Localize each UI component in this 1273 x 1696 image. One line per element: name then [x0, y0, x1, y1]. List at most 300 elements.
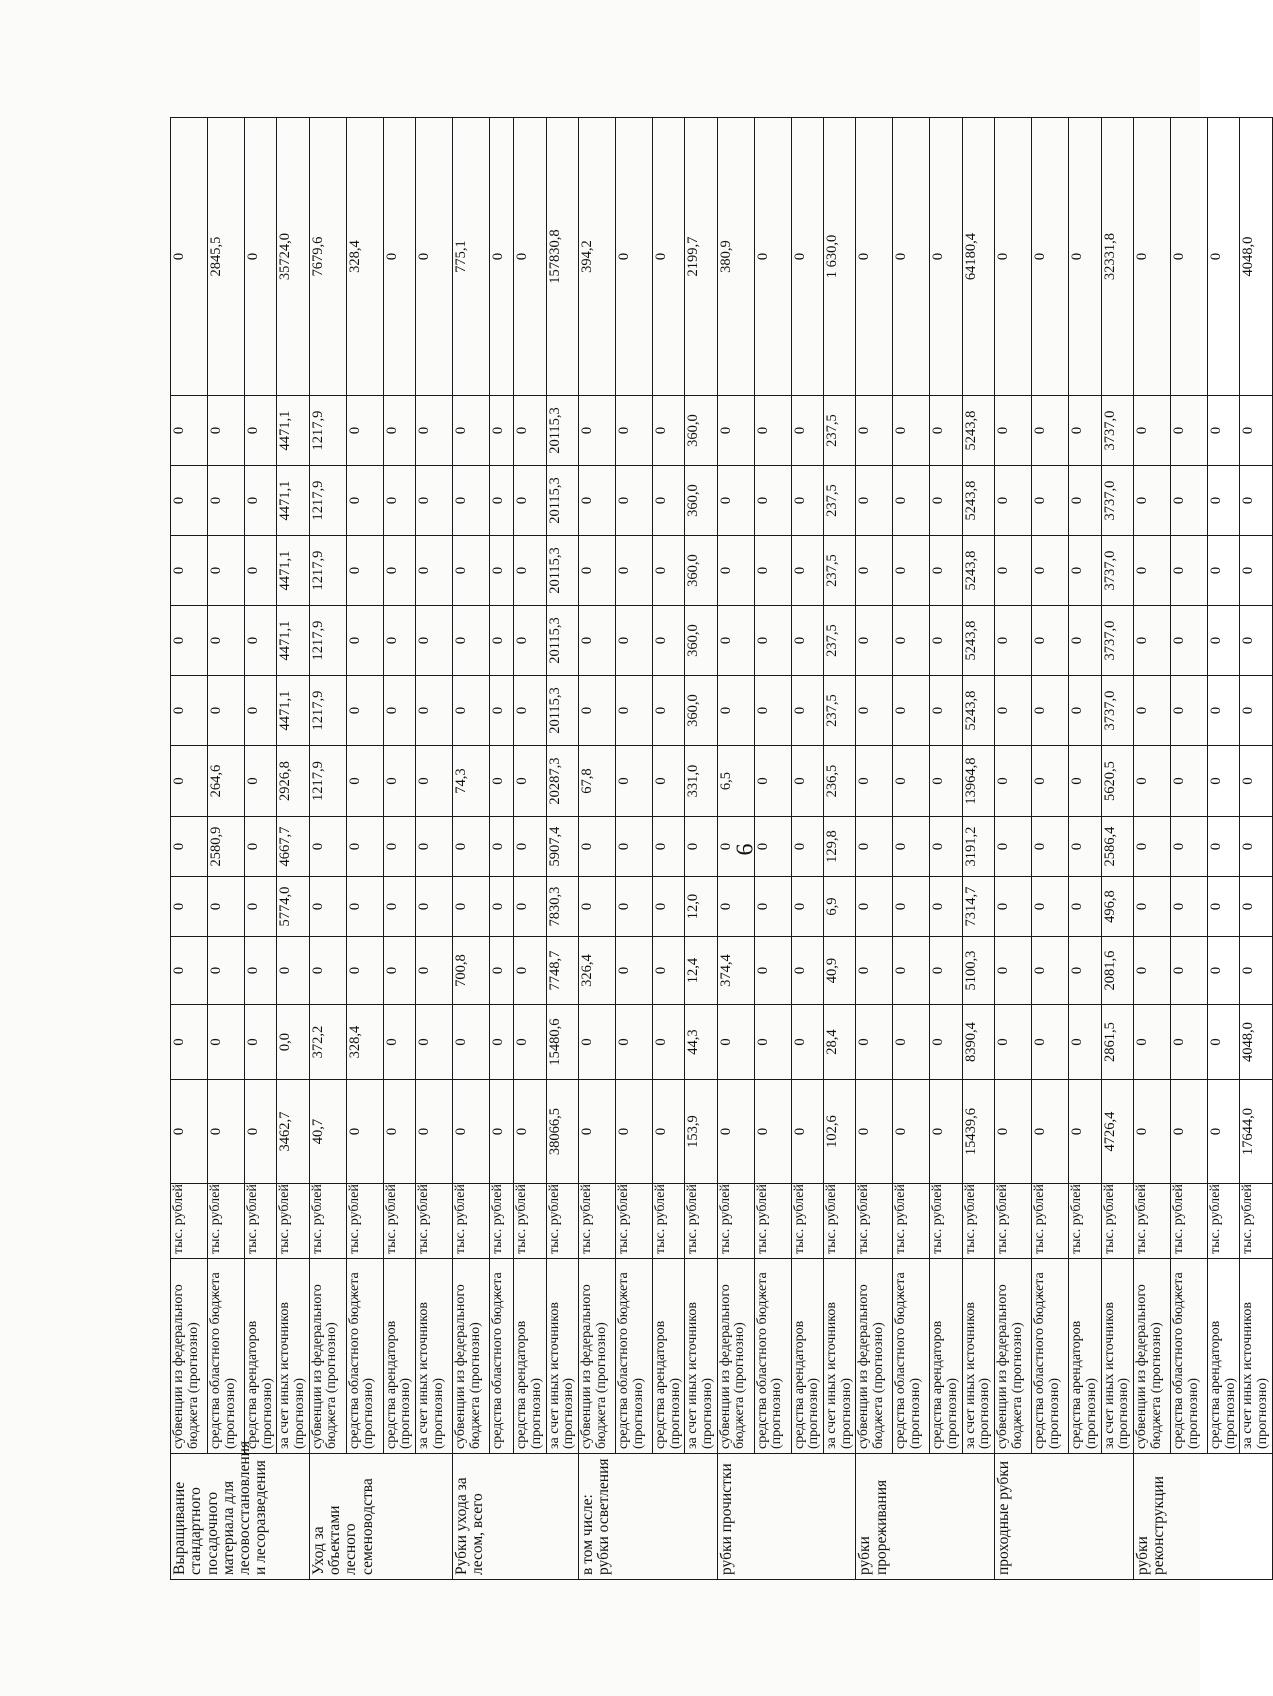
unit-cell: тыс. рублей	[416, 1184, 453, 1259]
value-cell: 0	[453, 536, 490, 606]
table-row	[383, 118, 415, 1580]
value-cell: 0	[893, 1080, 930, 1184]
unit-cell: тыс. рублей	[383, 1184, 415, 1259]
funding-source-cell: средства арендаторов (прогнозно)	[652, 1259, 684, 1454]
value-cell: 0	[383, 746, 415, 817]
value-cell: 0	[490, 606, 514, 676]
value-cell: 0	[1069, 937, 1101, 1005]
value-cell: 0	[1069, 817, 1101, 877]
value-cell: 0	[615, 817, 652, 877]
total-value-cell: 0	[1207, 118, 1239, 396]
value-cell: 0	[1207, 536, 1239, 606]
value-cell: 0	[1069, 536, 1101, 606]
total-value-cell: 35724,0	[277, 118, 309, 396]
total-value-cell: 0	[490, 118, 514, 396]
unit-cell: тыс. рублей	[930, 1184, 962, 1259]
value-cell: 0	[578, 877, 615, 937]
table-row	[1170, 118, 1207, 1580]
page-number: 6	[732, 843, 759, 856]
table-row	[1069, 118, 1101, 1580]
value-cell: 237,5	[824, 536, 856, 606]
value-cell: 0	[1133, 676, 1170, 746]
value-cell: 0	[1240, 817, 1272, 877]
total-value-cell: 328,4	[346, 118, 383, 396]
value-cell: 0	[208, 1080, 245, 1184]
value-cell: 20115,3	[546, 676, 578, 746]
value-cell: 0	[514, 937, 546, 1005]
value-cell: 0,0	[277, 1005, 309, 1080]
value-cell: 0	[245, 817, 277, 877]
value-cell: 360,0	[685, 466, 717, 536]
funding-source-cell: средства областного бюджета (прогнозно)	[754, 1259, 791, 1454]
value-cell: 0	[208, 606, 245, 676]
value-cell: 0	[309, 877, 346, 937]
value-cell: 360,0	[685, 676, 717, 746]
value-cell: 5243,8	[962, 676, 994, 746]
value-cell: 0	[383, 466, 415, 536]
value-cell: 0	[1069, 1080, 1101, 1184]
value-cell: 0	[1240, 536, 1272, 606]
value-cell: 0	[1207, 606, 1239, 676]
value-cell: 0	[1170, 606, 1207, 676]
value-cell: 7314,7	[962, 877, 994, 937]
value-cell: 5243,8	[962, 606, 994, 676]
value-cell: 0	[514, 1005, 546, 1080]
activity-cell: Уход за объектами лесного семеноводства	[309, 1454, 452, 1580]
value-cell: 0	[1207, 676, 1239, 746]
value-cell: 20115,3	[546, 606, 578, 676]
value-cell: 0	[490, 746, 514, 817]
unit-cell: тыс. рублей	[791, 1184, 823, 1259]
value-cell: 0	[1032, 606, 1069, 676]
funding-source-cell: средства областного бюджета (прогнозно)	[1170, 1259, 1207, 1454]
total-value-cell: 0	[1032, 118, 1069, 396]
value-cell: 0	[615, 536, 652, 606]
value-cell: 0	[856, 1005, 893, 1080]
table-row	[453, 118, 490, 1580]
value-cell: 0	[1240, 746, 1272, 817]
value-cell: 4048,0	[1240, 1005, 1272, 1080]
value-cell: 0	[277, 937, 309, 1005]
value-cell: 0	[754, 1080, 791, 1184]
value-cell: 0	[1133, 536, 1170, 606]
value-cell: 5100,3	[962, 937, 994, 1005]
value-cell: 0	[514, 536, 546, 606]
total-value-cell: 0	[893, 118, 930, 396]
value-cell: 0	[1133, 817, 1170, 877]
funding-source-cell: за счет иных источников (прогнозно)	[1101, 1259, 1133, 1454]
value-cell: 38066,5	[546, 1080, 578, 1184]
activity-cell: рубки прочистки	[717, 1454, 856, 1580]
value-cell: 0	[754, 1005, 791, 1080]
value-cell: 0	[171, 1080, 208, 1184]
value-cell: 0	[383, 1080, 415, 1184]
value-cell: 6,9	[824, 877, 856, 937]
total-value-cell: 0	[856, 118, 893, 396]
funding-source-cell: средства арендаторов (прогнозно)	[1207, 1259, 1239, 1454]
value-cell: 0	[171, 396, 208, 466]
value-cell: 0	[514, 817, 546, 877]
table-row	[1207, 118, 1239, 1580]
funding-source-cell: средства областного бюджета	[490, 1259, 514, 1454]
table-row	[490, 118, 514, 1580]
value-cell: 0	[416, 396, 453, 466]
value-cell: 360,0	[685, 396, 717, 466]
value-cell: 331,0	[685, 746, 717, 817]
funding-source-cell: средства областного бюджета (прогнозно)	[615, 1259, 652, 1454]
value-cell: 0	[1170, 1080, 1207, 1184]
value-cell: 0	[615, 396, 652, 466]
value-cell: 5243,8	[962, 466, 994, 536]
unit-cell: тыс. рублей	[717, 1184, 754, 1259]
value-cell: 0	[1133, 746, 1170, 817]
value-cell: 0	[754, 937, 791, 1005]
value-cell: 0	[652, 676, 684, 746]
value-cell: 0	[930, 396, 962, 466]
value-cell: 0	[1032, 396, 1069, 466]
unit-cell: тыс. рублей	[245, 1184, 277, 1259]
funding-source-cell: за счет иных источников (прогнозно)	[1240, 1259, 1272, 1454]
unit-cell: тыс. рублей	[490, 1184, 514, 1259]
table-row	[754, 118, 791, 1580]
total-value-cell: 0	[1069, 118, 1101, 396]
value-cell: 0	[383, 937, 415, 1005]
value-cell: 0	[1133, 396, 1170, 466]
value-cell: 0	[171, 466, 208, 536]
value-cell: 0	[856, 937, 893, 1005]
value-cell: 4471,1	[277, 466, 309, 536]
value-cell: 0	[995, 1005, 1032, 1080]
value-cell: 0	[245, 676, 277, 746]
value-cell: 0	[615, 466, 652, 536]
value-cell: 0	[171, 746, 208, 817]
funding-source-cell: субвенции из федерального бюджета (прогнозно)	[171, 1259, 208, 1454]
value-cell: 0	[1069, 466, 1101, 536]
value-cell: 0	[453, 1005, 490, 1080]
value-cell: 20287,3	[546, 746, 578, 817]
value-cell: 0	[791, 1080, 823, 1184]
total-value-cell: 0	[1170, 118, 1207, 396]
unit-cell: тыс. рублей	[1032, 1184, 1069, 1259]
value-cell: 2580,9	[208, 817, 245, 877]
value-cell: 0	[578, 676, 615, 746]
value-cell: 0	[416, 877, 453, 937]
value-cell: 0	[995, 817, 1032, 877]
funding-source-cell: средства арендаторов (прогнозно)	[930, 1259, 962, 1454]
value-cell: 1217,9	[309, 676, 346, 746]
value-cell: 0	[930, 746, 962, 817]
value-cell: 236,5	[824, 746, 856, 817]
value-cell: 0	[1069, 877, 1101, 937]
value-cell: 0	[453, 466, 490, 536]
unit-cell: тыс. рублей	[1170, 1184, 1207, 1259]
total-value-cell: 0	[383, 118, 415, 396]
value-cell: 326,4	[578, 937, 615, 1005]
value-cell: 0	[930, 466, 962, 536]
table-row	[856, 118, 893, 1580]
value-cell: 0	[685, 817, 717, 877]
value-cell: 0	[1133, 877, 1170, 937]
total-value-cell: 2845,5	[208, 118, 245, 396]
value-cell: 0	[453, 606, 490, 676]
table-row	[791, 118, 823, 1580]
funding-source-cell: субвенции из федерального бюджета (прогнозно)	[1133, 1259, 1170, 1454]
value-cell: 0	[1207, 937, 1239, 1005]
value-cell: 0	[995, 676, 1032, 746]
value-cell: 3737,0	[1101, 606, 1133, 676]
value-cell: 0	[717, 536, 754, 606]
value-cell: 0	[514, 1080, 546, 1184]
total-value-cell: 2199,7	[685, 118, 717, 396]
unit-cell: тыс. рублей	[615, 1184, 652, 1259]
value-cell: 20115,3	[546, 466, 578, 536]
table-row	[615, 118, 652, 1580]
value-cell: 4471,1	[277, 676, 309, 746]
value-cell: 0	[930, 937, 962, 1005]
activity-cell: Выращивание стандартного посадочного материала для лесовосстановления и лесоразведения	[171, 1454, 310, 1580]
table-row	[171, 118, 208, 1580]
value-cell: 237,5	[824, 606, 856, 676]
funding-source-cell: средства областного бюджета (прогнозно)	[1032, 1259, 1069, 1454]
value-cell: 0	[208, 676, 245, 746]
table-row	[546, 118, 578, 1580]
value-cell: 0	[208, 396, 245, 466]
table-row	[652, 118, 684, 1580]
value-cell: 0	[346, 817, 383, 877]
value-cell: 0	[754, 536, 791, 606]
value-cell: 0	[1170, 877, 1207, 937]
value-cell: 0	[717, 877, 754, 937]
value-cell: 0	[1032, 466, 1069, 536]
value-cell: 0	[1207, 1005, 1239, 1080]
value-cell: 0	[453, 1080, 490, 1184]
value-cell: 0	[208, 466, 245, 536]
unit-cell: тыс. рублей	[995, 1184, 1032, 1259]
funding-source-cell: средства арендаторов (прогнозно)	[245, 1259, 277, 1454]
value-cell: 237,5	[824, 466, 856, 536]
value-cell: 0	[514, 396, 546, 466]
value-cell: 0	[893, 536, 930, 606]
total-value-cell: 157830,8	[546, 118, 578, 396]
value-cell: 0	[791, 536, 823, 606]
table-row	[309, 118, 346, 1580]
total-value-cell: 380,9	[717, 118, 754, 396]
funding-source-cell: субвенции из федерального бюджета (прогнозно)	[578, 1259, 615, 1454]
value-cell: 0	[652, 1080, 684, 1184]
value-cell: 0	[652, 746, 684, 817]
unit-cell: тыс. рублей	[1207, 1184, 1239, 1259]
value-cell: 2926,8	[277, 746, 309, 817]
value-cell: 0	[578, 396, 615, 466]
value-cell: 0	[1170, 536, 1207, 606]
value-cell: 0	[1207, 877, 1239, 937]
value-cell: 0	[893, 877, 930, 937]
value-cell: 0	[1133, 606, 1170, 676]
value-cell: 0	[383, 877, 415, 937]
value-cell: 0	[995, 396, 1032, 466]
value-cell: 0	[1240, 606, 1272, 676]
value-cell: 0	[615, 877, 652, 937]
value-cell: 0	[1170, 1005, 1207, 1080]
funding-source-cell: за счет иных источников (прогнозно)	[824, 1259, 856, 1454]
value-cell: 0	[717, 1005, 754, 1080]
value-cell: 0	[791, 466, 823, 536]
unit-cell: тыс. рублей	[962, 1184, 994, 1259]
value-cell: 0	[791, 606, 823, 676]
value-cell: 0	[754, 396, 791, 466]
value-cell: 0	[754, 817, 791, 877]
value-cell: 5774,0	[277, 877, 309, 937]
unit-cell: тыс. рублей	[514, 1184, 546, 1259]
value-cell: 0	[245, 396, 277, 466]
value-cell: 0	[490, 1080, 514, 1184]
value-cell: 0	[717, 1080, 754, 1184]
table-row	[1101, 118, 1133, 1580]
value-cell: 0	[893, 466, 930, 536]
value-cell: 5620,5	[1101, 746, 1133, 817]
unit-cell: тыс. рублей	[453, 1184, 490, 1259]
value-cell: 0	[578, 466, 615, 536]
table-row	[717, 118, 754, 1580]
total-value-cell: 0	[416, 118, 453, 396]
value-cell: 3462,7	[277, 1080, 309, 1184]
value-cell: 0	[995, 877, 1032, 937]
value-cell: 0	[930, 877, 962, 937]
value-cell: 0	[1032, 676, 1069, 746]
value-cell: 0	[1207, 817, 1239, 877]
value-cell: 0	[791, 1005, 823, 1080]
value-cell: 0	[893, 396, 930, 466]
funding-source-cell: за счет иных источников (прогнозно)	[546, 1259, 578, 1454]
table-row	[346, 118, 383, 1580]
activity-cell: Рубки ухода за лесом, всего	[453, 1454, 579, 1580]
value-cell: 0	[346, 937, 383, 1005]
value-cell: 4471,1	[277, 606, 309, 676]
value-cell: 0	[930, 536, 962, 606]
value-cell: 0	[171, 937, 208, 1005]
value-cell: 0	[578, 1080, 615, 1184]
value-cell: 1217,9	[309, 396, 346, 466]
activity-cell: проходные рубки	[995, 1454, 1134, 1580]
unit-cell: тыс. рублей	[824, 1184, 856, 1259]
value-cell: 0	[416, 746, 453, 817]
activity-cell: рубки реконструкции	[1133, 1454, 1272, 1580]
value-cell: 0	[514, 466, 546, 536]
value-cell: 0	[416, 466, 453, 536]
unit-cell: тыс. рублей	[1133, 1184, 1170, 1259]
table-row	[277, 118, 309, 1580]
table-row	[962, 118, 994, 1580]
value-cell: 0	[893, 746, 930, 817]
value-cell: 6,5	[717, 746, 754, 817]
value-cell: 0	[1170, 676, 1207, 746]
value-cell: 0	[171, 676, 208, 746]
table-row	[685, 118, 717, 1580]
value-cell: 0	[893, 817, 930, 877]
value-cell: 0	[416, 937, 453, 1005]
value-cell: 12,4	[685, 937, 717, 1005]
value-cell: 0	[490, 536, 514, 606]
table-row	[208, 118, 245, 1580]
value-cell: 5907,4	[546, 817, 578, 877]
value-cell: 0	[1069, 746, 1101, 817]
value-cell: 3191,2	[962, 817, 994, 877]
value-cell: 0	[791, 817, 823, 877]
value-cell: 0	[856, 877, 893, 937]
total-value-cell: 0	[754, 118, 791, 396]
value-cell: 3737,0	[1101, 396, 1133, 466]
value-cell: 0	[245, 1080, 277, 1184]
value-cell: 0	[514, 606, 546, 676]
value-cell: 0	[346, 606, 383, 676]
funding-source-cell: средства арендаторов (прогнозно)	[383, 1259, 415, 1454]
value-cell: 4726,4	[1101, 1080, 1133, 1184]
value-cell: 0	[208, 536, 245, 606]
value-cell: 4667,7	[277, 817, 309, 877]
value-cell: 0	[995, 937, 1032, 1005]
value-cell: 0	[346, 466, 383, 536]
total-value-cell: 0	[791, 118, 823, 396]
unit-cell: тыс. рублей	[856, 1184, 893, 1259]
total-value-cell: 0	[615, 118, 652, 396]
value-cell: 0	[652, 1005, 684, 1080]
value-cell: 0	[754, 606, 791, 676]
funding-source-cell: за счет иных источников (прогнозно)	[277, 1259, 309, 1454]
value-cell: 0	[309, 817, 346, 877]
total-value-cell: 1 630,0	[824, 118, 856, 396]
value-cell: 0	[893, 606, 930, 676]
value-cell: 13964,8	[962, 746, 994, 817]
value-cell: 3737,0	[1101, 536, 1133, 606]
value-cell: 0	[1240, 937, 1272, 1005]
value-cell: 360,0	[685, 536, 717, 606]
value-cell: 0	[208, 877, 245, 937]
unit-cell: тыс. рублей	[346, 1184, 383, 1259]
value-cell: 0	[754, 466, 791, 536]
value-cell: 17644,0	[1240, 1080, 1272, 1184]
table-row	[245, 118, 277, 1580]
value-cell: 40,7	[309, 1080, 346, 1184]
value-cell: 4471,1	[277, 396, 309, 466]
total-value-cell: 0	[245, 118, 277, 396]
value-cell: 0	[930, 1005, 962, 1080]
value-cell: 0	[416, 1005, 453, 1080]
value-cell: 0	[1240, 466, 1272, 536]
value-cell: 0	[652, 877, 684, 937]
value-cell: 0	[1069, 606, 1101, 676]
value-cell: 0	[383, 817, 415, 877]
value-cell: 0	[490, 937, 514, 1005]
value-cell: 237,5	[824, 396, 856, 466]
value-cell: 0	[995, 536, 1032, 606]
rotated-table-container	[170, 118, 1270, 1580]
value-cell: 0	[754, 676, 791, 746]
value-cell: 20115,3	[546, 396, 578, 466]
value-cell: 0	[893, 1005, 930, 1080]
value-cell: 67,8	[578, 746, 615, 817]
value-cell: 0	[652, 536, 684, 606]
value-cell: 0	[416, 536, 453, 606]
value-cell: 0	[930, 606, 962, 676]
table-row	[578, 118, 615, 1580]
unit-cell: тыс. рублей	[685, 1184, 717, 1259]
value-cell: 0	[615, 1080, 652, 1184]
value-cell: 0	[930, 1080, 962, 1184]
value-cell: 0	[208, 1005, 245, 1080]
unit-cell: тыс. рублей	[754, 1184, 791, 1259]
value-cell: 0	[490, 1005, 514, 1080]
value-cell: 0	[171, 606, 208, 676]
